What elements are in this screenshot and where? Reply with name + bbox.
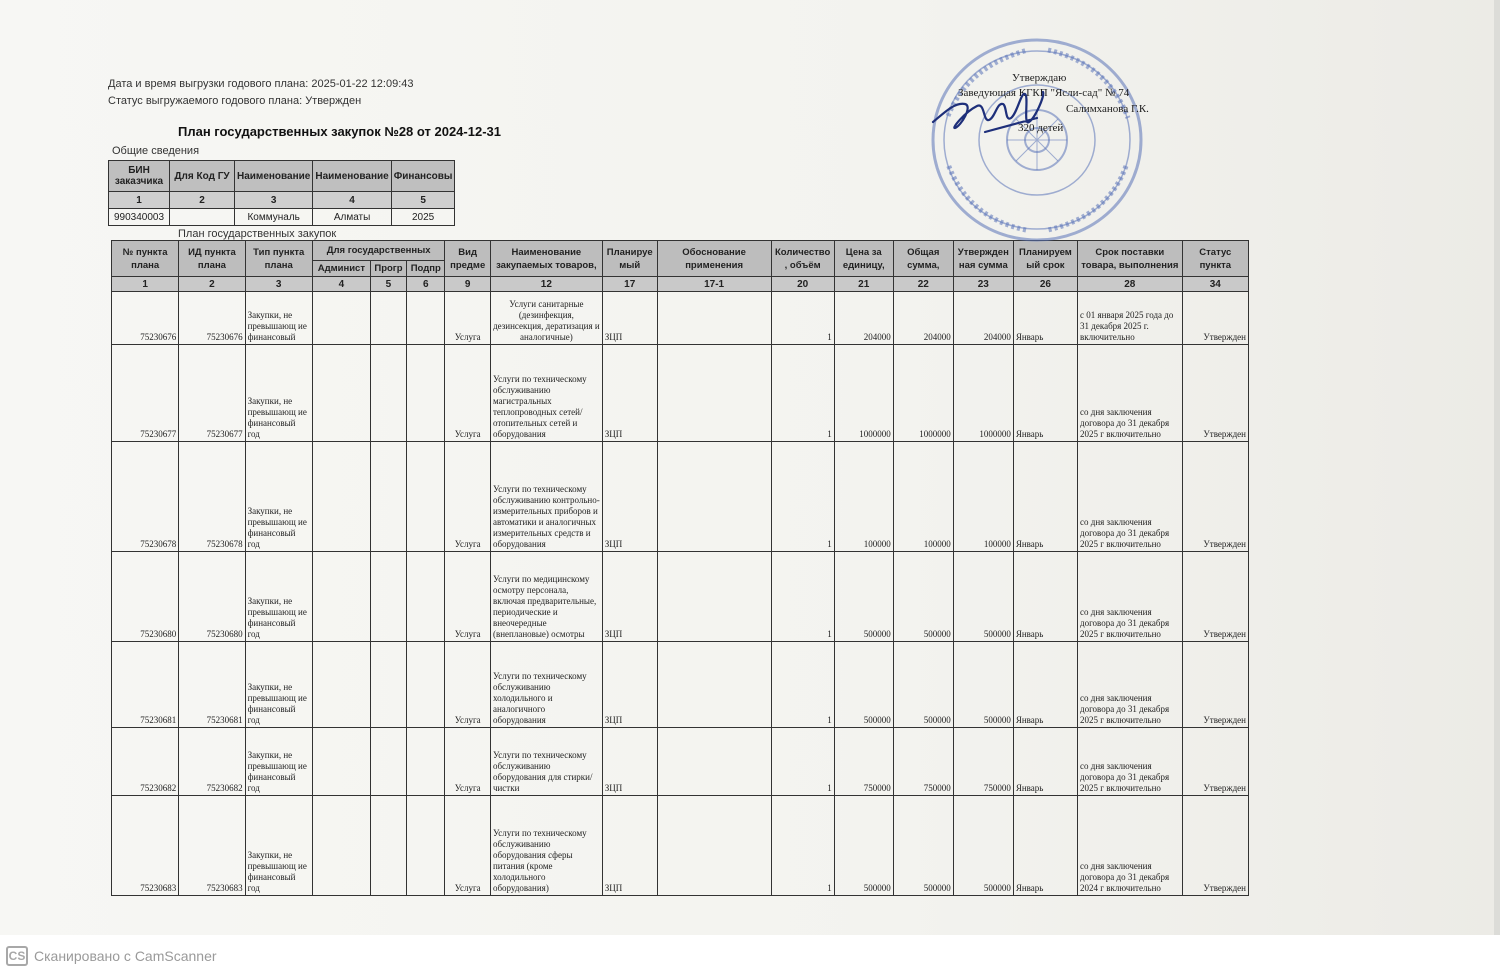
unit-price: 750000 — [834, 728, 893, 796]
item-name: Услуги по техническому обслуживанию контрольно-измерительных приборов и автоматики и аналогичных измерительных средств и оборудования — [490, 442, 602, 552]
item-id: 75230676 — [179, 292, 245, 345]
number-cell: 1 — [109, 192, 170, 209]
approval-line-position: Заведующая КГКП "Ясли-сад" № 74 — [958, 87, 1130, 99]
value-cell: 990340003 — [109, 209, 170, 226]
header-prog: Прогр — [370, 261, 406, 277]
total-sum: 500000 — [893, 796, 953, 896]
header-cell: Финансовы — [391, 161, 455, 192]
column-number: 9 — [445, 277, 491, 292]
item-type: Закупки, не превышающ ие финансовый год — [245, 552, 312, 642]
quantity: 1 — [771, 552, 834, 642]
item-id: 75230682 — [179, 728, 245, 796]
column-number: 4 — [312, 277, 370, 292]
column-number: 3 — [245, 277, 312, 292]
table-row — [112, 345, 1249, 442]
empty-cell — [312, 292, 370, 345]
column-number: 20 — [771, 277, 834, 292]
header-cell: Для Код ГУ — [170, 161, 235, 192]
header-cell: Наименование — [313, 161, 391, 192]
item-type: Закупки, не превышающ ие финансовый год — [245, 642, 312, 728]
quantity: 1 — [771, 796, 834, 896]
number-cell: 4 — [313, 192, 391, 209]
subject-type: Услуга — [445, 345, 491, 442]
unit-price: 500000 — [834, 642, 893, 728]
table-row — [112, 796, 1249, 896]
item-type: Закупки, не превышающ ие финансовый — [245, 292, 312, 345]
header-item-type: Тип пункта плана — [245, 241, 312, 277]
empty-cell — [407, 642, 445, 728]
item-name: Услуги по медицинскому осмотру персонала, включая предварительные, периодические и внеочередные (внеплановые) осмотры — [490, 552, 602, 642]
header-quantity: Количество , объём — [771, 241, 834, 277]
header-for-gov: Для государственных — [312, 241, 445, 261]
subject-type: Услуга — [445, 796, 491, 896]
delivery-term: с 01 января 2025 года до 31 декабря 2025 г. включительно — [1078, 292, 1183, 345]
empty-cell — [370, 642, 406, 728]
planned-month: Январь — [1013, 442, 1077, 552]
approved-sum: 204000 — [953, 292, 1013, 345]
header-cell: Наименование — [235, 161, 313, 192]
method: ЗЦП — [602, 728, 657, 796]
quantity: 1 — [771, 442, 834, 552]
camscanner-icon: CS — [6, 946, 28, 966]
method: ЗЦП — [602, 345, 657, 442]
page-edge — [1494, 0, 1500, 935]
unit-price: 100000 — [834, 442, 893, 552]
export-datetime: Дата и время выгрузки годового плана: 2025-01-22 12:09:43 — [108, 78, 414, 90]
header-subprog: Подпр — [407, 261, 445, 277]
header-item-no: № пункта плана — [112, 241, 179, 277]
column-number: 23 — [953, 277, 1013, 292]
item-status: Утвержден — [1182, 728, 1248, 796]
empty-cell — [370, 552, 406, 642]
total-sum: 1000000 — [893, 345, 953, 442]
number-cell: 5 — [391, 192, 455, 209]
empty-cell — [657, 642, 771, 728]
planned-month: Январь — [1013, 345, 1077, 442]
value-cell: 2025 — [391, 209, 455, 226]
subject-type: Услуга — [445, 642, 491, 728]
item-no: 75230680 — [112, 552, 179, 642]
table-row — [112, 642, 1249, 728]
method: ЗЦП — [602, 442, 657, 552]
total-sum: 500000 — [893, 552, 953, 642]
header-name: Наименование закупаемых товаров, — [490, 241, 602, 277]
column-number: 26 — [1013, 277, 1077, 292]
table-row — [112, 728, 1249, 796]
delivery-term: со дня заключения договора до 31 декабря 2025 г включительно — [1078, 642, 1183, 728]
empty-cell — [657, 345, 771, 442]
quantity: 1 — [771, 345, 834, 442]
item-no: 75230683 — [112, 796, 179, 896]
quantity: 1 — [771, 642, 834, 728]
item-status: Утвержден — [1182, 796, 1248, 896]
empty-cell — [312, 728, 370, 796]
header-planned-term: Планируем ый срок — [1013, 241, 1077, 277]
subject-type: Услуга — [445, 728, 491, 796]
empty-cell — [312, 642, 370, 728]
document-title: План государственных закупок №28 от 2024-12-31 — [178, 124, 501, 139]
delivery-term: со дня заключения договора до 31 декабря 2024 г включительно — [1078, 796, 1183, 896]
quantity: 1 — [771, 292, 834, 345]
header-admin: Админист — [312, 261, 370, 277]
item-type: Закупки, не превышающ ие финансовый год — [245, 442, 312, 552]
item-id: 75230681 — [179, 642, 245, 728]
subject-type: Услуга — [445, 552, 491, 642]
empty-cell — [370, 442, 406, 552]
value-cell: Алматы — [313, 209, 391, 226]
item-no: 75230677 — [112, 345, 179, 442]
item-status: Утвержден — [1182, 442, 1248, 552]
subject-type: Услуга — [445, 442, 491, 552]
approved-sum: 500000 — [953, 642, 1013, 728]
item-type: Закупки, не превышающ ие финансовый год — [245, 796, 312, 896]
item-name: Услуги по техническому обслуживанию оборудования для стирки/чистки — [490, 728, 602, 796]
scanner-label: Сканировано с CamScanner — [34, 948, 217, 964]
planned-month: Январь — [1013, 552, 1077, 642]
method: ЗЦП — [602, 552, 657, 642]
column-number: 1 — [112, 277, 179, 292]
method: ЗЦП — [602, 292, 657, 345]
quantity: 1 — [771, 728, 834, 796]
item-id: 75230680 — [179, 552, 245, 642]
column-number: 34 — [1182, 277, 1248, 292]
delivery-term: со дня заключения договора до 31 декабря 2025 г включительно — [1078, 728, 1183, 796]
delivery-term: со дня заключения договора до 31 декабря 2025 г включительно — [1078, 345, 1183, 442]
item-no: 75230682 — [112, 728, 179, 796]
empty-cell — [657, 552, 771, 642]
header-delivery: Срок поставки товара, выполнения — [1078, 241, 1183, 277]
approval-line-approve: Утверждаю — [1012, 72, 1067, 84]
total-sum: 500000 — [893, 642, 953, 728]
item-status: Утвержден — [1182, 552, 1248, 642]
empty-cell — [407, 442, 445, 552]
empty-cell — [370, 728, 406, 796]
approval-line-children: 320 детей — [1018, 122, 1064, 134]
item-no: 75230678 — [112, 442, 179, 552]
column-number: 12 — [490, 277, 602, 292]
general-section-heading: Общие сведения — [112, 145, 200, 157]
item-no: 75230681 — [112, 642, 179, 728]
empty-cell — [370, 292, 406, 345]
approved-sum: 1000000 — [953, 345, 1013, 442]
unit-price: 204000 — [834, 292, 893, 345]
total-sum: 204000 — [893, 292, 953, 345]
number-cell: 3 — [235, 192, 313, 209]
planned-month: Январь — [1013, 728, 1077, 796]
column-number: 21 — [834, 277, 893, 292]
total-sum: 100000 — [893, 442, 953, 552]
item-status: Утвержден — [1182, 642, 1248, 728]
empty-cell — [407, 292, 445, 345]
column-number: 6 — [407, 277, 445, 292]
empty-cell — [407, 796, 445, 896]
empty-cell — [312, 552, 370, 642]
empty-cell — [657, 796, 771, 896]
header-subject-type: Вид предме — [445, 241, 491, 277]
header-planned: Планируе мый — [602, 241, 657, 277]
empty-cell — [657, 292, 771, 345]
header-status: Статус пункта — [1182, 241, 1248, 277]
column-number: 22 — [893, 277, 953, 292]
plan-section-heading: План государственных закупок — [178, 228, 337, 240]
approval-line-name: Салимханова Г.К. — [1066, 103, 1149, 115]
item-id: 75230678 — [179, 442, 245, 552]
delivery-term: со дня заключения договора до 31 декабря 2025 г включительно — [1078, 552, 1183, 642]
column-number: 17 — [602, 277, 657, 292]
planned-month: Январь — [1013, 642, 1077, 728]
item-name: Услуги по техническому обслуживанию магистральных теплопроводных сетей/отопительных сетей и оборудования — [490, 345, 602, 442]
handwritten-signature — [925, 82, 1055, 142]
item-status: Утвержден — [1182, 345, 1248, 442]
item-id: 75230683 — [179, 796, 245, 896]
unit-price: 500000 — [834, 796, 893, 896]
value-cell: Коммуналь — [235, 209, 313, 226]
delivery-term: со дня заключения договора до 31 декабря 2025 г включительно — [1078, 442, 1183, 552]
item-name: Услуги санитарные (дезинфекция, дезинсекция, дератизация и аналогичные) — [490, 292, 602, 345]
column-number: 5 — [370, 277, 406, 292]
subject-type: Услуга — [445, 292, 491, 345]
empty-cell — [657, 728, 771, 796]
header-cell: БИН заказчика — [109, 161, 170, 192]
header-basis: Обоснование применения — [657, 241, 771, 277]
column-number: 28 — [1078, 277, 1183, 292]
item-name: Услуги по техническому обслуживанию холодильного и аналогичного оборудования — [490, 642, 602, 728]
column-number: 17-1 — [657, 277, 771, 292]
unit-price: 1000000 — [834, 345, 893, 442]
item-type: Закупки, не превышающ ие финансовый год — [245, 345, 312, 442]
total-sum: 750000 — [893, 728, 953, 796]
column-number-row — [112, 277, 1249, 292]
procurement-plan-table — [111, 240, 1249, 896]
approved-sum: 100000 — [953, 442, 1013, 552]
item-status: Утвержден — [1182, 292, 1248, 345]
empty-cell — [657, 442, 771, 552]
value-cell — [170, 209, 235, 226]
unit-price: 500000 — [834, 552, 893, 642]
scanner-footer — [6, 946, 217, 966]
column-number: 2 — [179, 277, 245, 292]
header-total: Общая сумма, — [893, 241, 953, 277]
approved-sum: 500000 — [953, 796, 1013, 896]
planned-month: Январь — [1013, 292, 1077, 345]
empty-cell — [312, 442, 370, 552]
general-info-table — [108, 160, 455, 226]
planned-month: Январь — [1013, 796, 1077, 896]
table-row — [112, 292, 1249, 345]
empty-cell — [370, 796, 406, 896]
header-unit-price: Цена за единицу, — [834, 241, 893, 277]
method: ЗЦП — [602, 796, 657, 896]
header-approved: Утвержден ная сумма — [953, 241, 1013, 277]
empty-cell — [312, 345, 370, 442]
method: ЗЦП — [602, 642, 657, 728]
number-cell: 2 — [170, 192, 235, 209]
table-row — [112, 552, 1249, 642]
item-no: 75230676 — [112, 292, 179, 345]
empty-cell — [312, 796, 370, 896]
empty-cell — [407, 728, 445, 796]
plan-status: Статус выгружаемого годового плана: Утвержден — [108, 95, 362, 107]
approved-sum: 500000 — [953, 552, 1013, 642]
header-item-id: ИД пункта плана — [179, 241, 245, 277]
table-row — [112, 442, 1249, 552]
empty-cell — [370, 345, 406, 442]
approved-sum: 750000 — [953, 728, 1013, 796]
item-type: Закупки, не превышающ ие финансовый год — [245, 728, 312, 796]
empty-cell — [407, 552, 445, 642]
item-id: 75230677 — [179, 345, 245, 442]
item-name: Услуги по техническому обслуживанию оборудования сферы питания (кроме холодильного оборудования) — [490, 796, 602, 896]
empty-cell — [407, 345, 445, 442]
